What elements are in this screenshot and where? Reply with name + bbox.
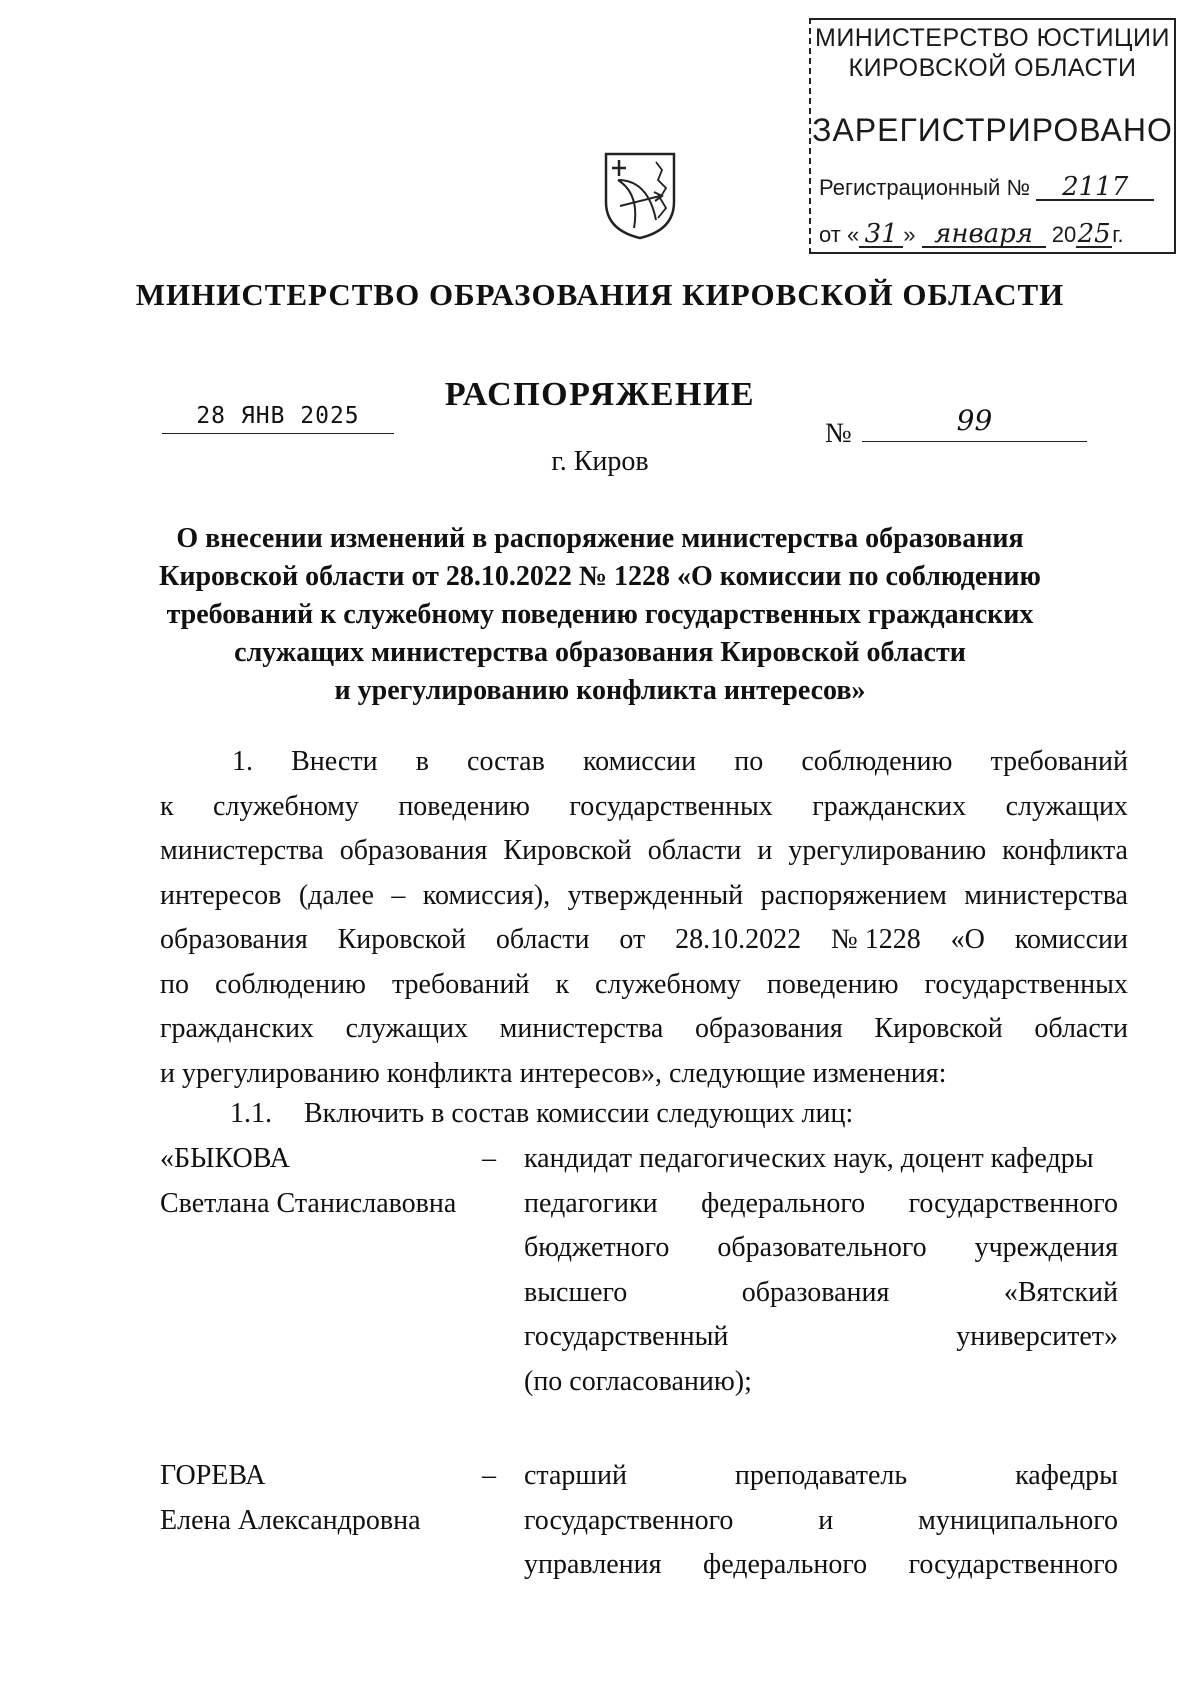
member-description: старший преподаватель кафедры государственного и муниципального управления федерального государственного <box>524 1460 1118 1580</box>
item-1-1-text: Включить в состав комиссии следующих лиц: <box>304 1098 854 1129</box>
order-number: 99 <box>862 404 1087 442</box>
order-date: 28 ЯНВ 2025 <box>162 403 394 434</box>
member-dash: – <box>482 1460 496 1491</box>
registration-stamp <box>809 18 1176 254</box>
subject-line: служащих министерства образования Кировской области <box>234 637 966 668</box>
paragraph-line: к служебному поведению государственных гражданских служащих <box>160 790 1128 822</box>
member-surname: «БЫКОВА <box>160 1143 290 1174</box>
item-1-1 <box>230 1098 853 1130</box>
paragraph-line: по соблюдению требований к служебному поведению государственных <box>160 968 1128 1000</box>
paragraph-line: и урегулированию конфликта интересов», следующие изменения: <box>160 1057 947 1089</box>
stamp-year-suffix: 25 <box>1077 219 1111 249</box>
order-number-label: № <box>825 418 852 449</box>
item-1-1-number: 1.1. <box>230 1098 272 1129</box>
city: г. Киров <box>551 446 649 477</box>
paragraph-line: образования Кировской области от 28.10.2022 № 1228 «О комиссии <box>160 924 1128 955</box>
stamp-date-month: января <box>922 222 1046 248</box>
paragraph-line: гражданских служащих министерства образования Кировской области <box>160 1013 1128 1044</box>
stamp-line-1: МИНИСТЕРСТВО ЮСТИЦИИ <box>815 24 1170 52</box>
document-type: РАСПОРЯЖЕНИЕ <box>444 376 756 413</box>
member-surname: ГОРЕВА <box>160 1460 266 1491</box>
stamp-date-day: 31 <box>859 222 903 248</box>
paragraph-1 <box>160 740 1128 1096</box>
order-subject <box>150 520 1050 710</box>
stamp-year-unit: г. <box>1112 222 1124 247</box>
member-name <box>160 1454 480 1543</box>
paragraph-line: интересов (далее – комиссия), утвержденный распоряжением министерства <box>160 879 1128 911</box>
stamp-line-2: КИРОВСКОЙ ОБЛАСТИ <box>848 54 1137 82</box>
member-name <box>160 1137 480 1226</box>
coat-of-arms-icon <box>600 150 680 242</box>
subject-line: Кировской области от 28.10.2022 № 1228 «О комиссии по соблюдению <box>159 561 1041 592</box>
stamp-reg-number: 2117 <box>1036 175 1154 201</box>
subject-line: и урегулированию конфликта интересов» <box>334 675 866 706</box>
member-description: кандидат педагогических наук, доцент кафедры педагогики федерального государственного бюджетного образовательного учреждения высшего образования «Вятский государственный университет» (по согласованию); <box>524 1143 1118 1397</box>
member-given-name: Светлана Станиславовна <box>160 1187 457 1219</box>
member-given-name: Елена Александровна <box>160 1504 421 1536</box>
subject-line: требований к служебному поведению государственных гражданских <box>166 599 1034 630</box>
stamp-date-row: от « 31 » января 2025г. <box>819 219 1124 249</box>
paragraph-line: министерства образования Кировской области и урегулированию конфликта <box>160 835 1128 866</box>
paragraph-line: 1. Внести в состав комиссии по соблюдению требований <box>232 746 1128 777</box>
stamp-date-prefix: от <box>819 222 841 247</box>
stamp-reg-label: Регистрационный № <box>819 175 1031 200</box>
stamp-registered: ЗАРЕГИСТРИРОВАНО <box>812 112 1173 148</box>
ministry-title: МИНИСТЕРСТВО ОБРАЗОВАНИЯ КИРОВСКОЙ ОБЛАСТИ <box>135 277 1065 312</box>
stamp-year-prefix: 20 <box>1051 222 1077 247</box>
subject-line: О внесении изменений в распоряжение министерства образования <box>176 523 1024 554</box>
stamp-number-row <box>819 172 1154 202</box>
member-dash: – <box>482 1143 496 1174</box>
